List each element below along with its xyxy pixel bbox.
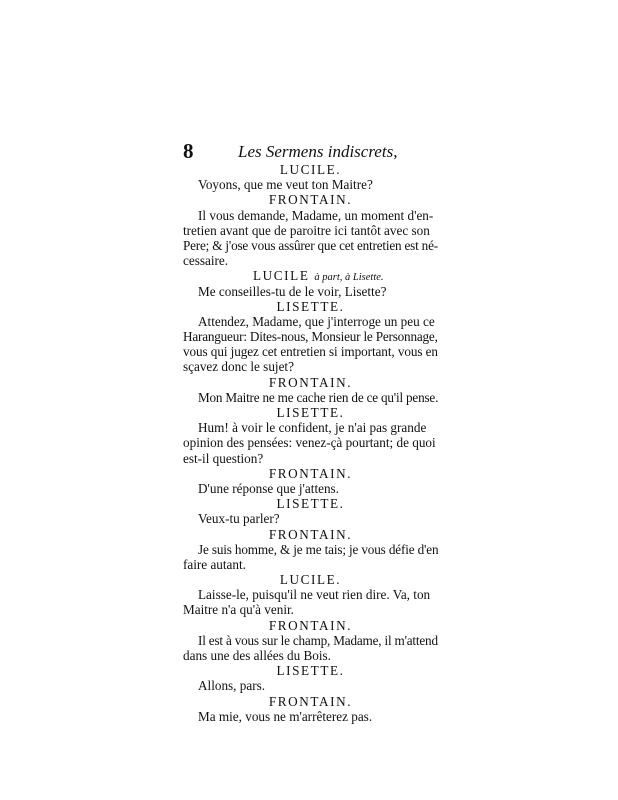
dialogue-line: Veux-tu parler? <box>198 511 280 527</box>
page-header <box>183 139 435 163</box>
dialogue-line: Voyons, que me veut ton Maitre? <box>198 177 373 193</box>
play-text <box>183 162 438 724</box>
stage-direction: à part, à Lisette. <box>314 272 384 284</box>
running-title: Les Sermens indiscrets, <box>238 142 398 161</box>
dialogue-line: Il vous demande, Madame, un moment d'en- <box>198 207 434 223</box>
speaker-name: LUCILE. <box>279 162 342 177</box>
dialogue-continuation: faire autant. <box>183 556 246 572</box>
speaker-name: LUCILE. <box>279 572 342 588</box>
dialogue-continuation: Pere; & j'ose vous assûrer que cet entretien est né- <box>183 237 438 253</box>
speaker-name: FRONTAIN. <box>268 526 353 542</box>
speaker-name: FRONTAIN. <box>268 374 353 390</box>
dialogue-line: Me conseilles-tu de le voir, Lisette? <box>198 283 387 299</box>
dialogue-line: Laisse-le, puisqu'il ne veut rien dire. Va, ton <box>198 587 431 603</box>
speaker-with-direction <box>183 268 438 283</box>
dialogue-line: Attendez, Madame, que j'interroge un peu ce <box>198 313 435 329</box>
dialogue-continuation: est-il question? <box>183 450 264 466</box>
page-number: 8 <box>183 139 194 163</box>
speaker-name: LISETTE. <box>276 298 345 314</box>
speaker-name: FRONTAIN. <box>268 465 353 481</box>
dialogue-line: Allons, pars. <box>198 678 266 694</box>
dialogue-continuation: sçavez donc le sujet? <box>183 359 294 375</box>
dialogue-line: Hum! à voir le confident, je n'ai pas grande <box>198 420 427 436</box>
dialogue-line: D'une réponse que j'attens. <box>198 480 339 496</box>
dialogue-continuation: tretien avant que de paroitre ici tantôt avec son <box>183 222 430 238</box>
dialogue-continuation: opinion des pensées: venez-çà pourtant; de quoi <box>183 435 436 451</box>
speaker-name: LISETTE. <box>276 405 345 420</box>
speaker-name: LUCILE <box>253 268 310 284</box>
dialogue-continuation: Maitre n'a qu'à venir. <box>183 602 294 618</box>
dialogue-continuation: vous qui jugez cet entretien si important, vous en <box>183 344 438 360</box>
dialogue-continuation: dans une des allées du Bois. <box>183 648 331 663</box>
speaker-name: LISETTE. <box>276 496 345 512</box>
dialogue-continuation: Harangueur: Dites-nous, Monsieur le Personnage, <box>183 329 438 345</box>
dialogue-line: Ma mie, vous ne m'arrêterez pas. <box>198 708 373 724</box>
dialogue-line: Je suis homme, & je me tais; je vous défie d'en <box>198 541 439 557</box>
speaker-name: FRONTAIN. <box>268 192 353 208</box>
dialogue-line: Il est à vous sur le champ, Madame, il m'attend <box>198 632 438 648</box>
dialogue-continuation: cessaire. <box>183 253 229 269</box>
speaker-name: LISETTE. <box>276 663 345 679</box>
dialogue-line: Mon Maitre ne me cache rien de ce qu'il pense. <box>198 389 439 405</box>
speaker-name: FRONTAIN. <box>268 693 353 709</box>
speaker-name: FRONTAIN. <box>268 617 353 633</box>
